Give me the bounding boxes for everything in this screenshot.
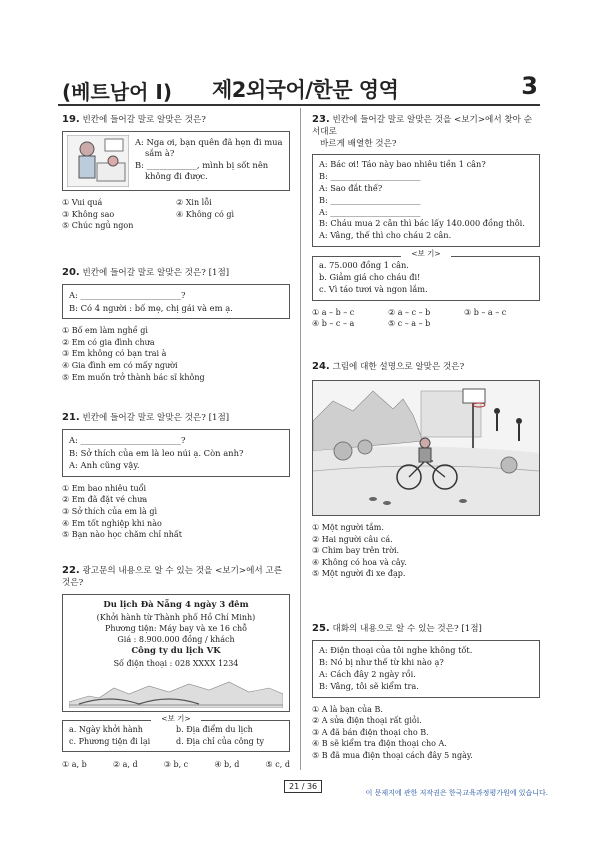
answer-option[interactable]: ⑤ c – a – b xyxy=(388,319,431,329)
dialog-line: A: Bác ơi! Táo này bao nhiêu tiền 1 cân? xyxy=(319,159,486,169)
ad-transport: Phương tiện: Máy bay và xe 16 chỗ xyxy=(104,624,248,634)
answer-option[interactable]: ④ Gia đình em có mấy người xyxy=(62,361,178,370)
answer-option[interactable]: ⑤ Bạn nào học chăm chỉ nhất xyxy=(62,530,183,540)
ad-phone: Số điện thoại : 028 XXXX 1234 xyxy=(113,659,239,669)
dialog-line: B: Cháu mua 2 cân thì bác lấy 140.000 đồng thôi. xyxy=(319,218,525,229)
dialog-line: A: Điện thoại của tôi nghe không tốt. xyxy=(319,645,473,655)
dialog-line: A: ______________________ xyxy=(319,206,421,217)
bogi-item: a. Ngày khởi hành xyxy=(69,725,143,734)
dialog-line: B: Nó bị như thế từ khi nào ạ? xyxy=(319,656,444,667)
answer-option[interactable]: ③ Chim bay trên trời. xyxy=(312,546,400,556)
answer-option[interactable]: ① a, b xyxy=(62,760,87,770)
dialog-line: A: Vâng, thế thì cho cháu 2 cân. xyxy=(319,230,452,241)
header-rule xyxy=(58,104,540,106)
bogi-box xyxy=(62,714,290,752)
question-prompt-cont: 바르게 배열한 것은? xyxy=(320,139,397,149)
question-number: 19. xyxy=(62,114,80,125)
answer-option[interactable]: ④ b – c – a xyxy=(312,319,355,329)
ad-title: Du lịch Đà Nẵng 4 ngày 3 đêm xyxy=(103,600,249,610)
dialog-box xyxy=(312,640,540,698)
bogi-item: a. 75.000 đồng 1 cân. xyxy=(319,260,409,271)
answer-option[interactable]: ② Hai người câu cá. xyxy=(312,534,393,544)
answer-option[interactable]: ⑤ Em muốn trở thành bác sĩ không xyxy=(62,372,205,382)
answer-option[interactable]: ③ Em không có bạn trai à xyxy=(62,349,167,359)
question-21 xyxy=(62,411,290,541)
illustration-park-scene xyxy=(312,380,540,516)
answer-option[interactable]: ① Một người tắm. xyxy=(312,523,384,532)
ad-subtitle: (Khởi hành từ Thành phố Hồ Chí Minh) xyxy=(96,612,256,622)
answer-option[interactable]: ③ A đã bán điện thoại cho B. xyxy=(312,727,429,737)
bogi-item: b. Giảm giá cho cháu đi! xyxy=(319,272,421,282)
page-fraction: 21 / 36 xyxy=(284,780,322,793)
dialog-line: B: Sở thích của em là leo núi ạ. Còn anh? xyxy=(69,447,244,458)
answer-option[interactable]: ② A sửa điện thoại rất giỏi. xyxy=(312,716,422,726)
dialog-line: A: Nga ơi, bạn quên đã hẹn đi mua xyxy=(135,137,283,147)
answer-option[interactable]: ④ Em tốt nghiệp khi nào xyxy=(62,518,162,528)
illustration-phone-call xyxy=(67,135,129,187)
answer-option[interactable]: ③ Sở thích của em là gì xyxy=(62,507,158,517)
dialog-box xyxy=(62,131,290,191)
question-23 xyxy=(312,113,540,330)
answer-option[interactable]: ⑤ B đã mua điện thoại cách đây 5 ngày. xyxy=(312,750,473,760)
answer-option[interactable]: ⑤ Chúc ngủ ngon xyxy=(62,221,134,231)
question-prompt: 대화의 내용으로 알 수 있는 것은? [1점] xyxy=(332,624,482,634)
bogi-item: c. Phương tiện đi lại xyxy=(69,736,151,746)
dialog-line: B: ______________________ xyxy=(319,170,421,181)
dialog-line: A: Sao đắt thế? xyxy=(319,182,383,193)
question-24 xyxy=(312,360,540,580)
question-number: 25. xyxy=(312,623,330,634)
question-25 xyxy=(312,622,540,762)
question-prompt: 빈칸에 들어갈 말로 알맞은 것은? [1점] xyxy=(82,413,230,423)
dialog-line: B: ______________________ xyxy=(319,194,421,205)
question-number: 23. xyxy=(312,114,330,125)
question-prompt: 빈칸에 들어갈 말로 알맞은 것을 <보기>에서 찾아 순서대로 xyxy=(312,115,533,137)
answer-option[interactable]: ④ B sẽ kiểm tra điện thoại cho A. xyxy=(312,739,447,749)
question-prompt: 빈칸에 들어갈 말로 알맞은 것은? xyxy=(82,115,206,125)
bogi-box xyxy=(312,249,540,301)
question-prompt: 그림에 대한 설명으로 알맞은 것은? xyxy=(332,362,465,372)
answer-option[interactable]: ② Em đã đặt vé chưa xyxy=(62,495,148,505)
answer-option[interactable]: ① a – b – c xyxy=(312,307,355,317)
bogi-label: <보 기> xyxy=(151,713,201,724)
subject-title: 제2외국어/한문 영역 xyxy=(212,78,399,102)
dialog-line: B: Vâng, tôi sẽ kiểm tra. xyxy=(319,680,419,691)
dialog-line: không đi được. xyxy=(145,171,208,182)
answer-option[interactable]: ③ Không sao xyxy=(62,209,115,219)
answer-option[interactable]: ② a – c – b xyxy=(388,307,431,317)
copyright-notice: 이 문제지에 관한 저작권은 한국교육과정평가원에 있습니다. xyxy=(365,789,548,797)
illustration-city-bridge xyxy=(69,678,283,708)
dialog-line: A: ________________________? xyxy=(69,290,186,300)
question-prompt: 빈칸에 들어갈 말로 알맞은 것은? [1점] xyxy=(82,268,230,278)
question-19 xyxy=(62,113,290,232)
question-number: 24. xyxy=(312,361,330,372)
question-prompt: 광고문의 내용으로 알 수 있는 것을 <보기>에서 고른 것은? xyxy=(62,566,283,588)
column-divider xyxy=(300,108,301,770)
answer-option[interactable]: ⑤ Một người đi xe đạp. xyxy=(312,569,406,579)
dialog-box xyxy=(312,154,540,247)
question-22 xyxy=(62,564,290,769)
dialog-line: A: ________________________? xyxy=(69,435,186,445)
question-number: 21. xyxy=(62,412,80,423)
answer-option[interactable]: ① Vui quá xyxy=(62,198,103,207)
answer-option[interactable]: ⑤ c, d xyxy=(265,760,290,770)
answer-option[interactable]: ① Bố em làm nghề gì xyxy=(62,326,148,336)
dialog-line: B: ____________, mình bị sốt nên xyxy=(135,159,269,170)
dialog-line: A: Anh cũng vậy. xyxy=(69,460,140,471)
bogi-item: d. Địa chỉ của công ty xyxy=(176,736,265,746)
bogi-item: c. Vì táo tươi và ngon lắm. xyxy=(319,283,428,294)
question-number: 22. xyxy=(62,565,80,576)
advertisement-box xyxy=(62,594,290,712)
question-number: 20. xyxy=(62,267,80,278)
answer-option[interactable]: ④ b, d xyxy=(214,760,240,770)
answer-option[interactable]: ② a, d xyxy=(112,760,138,770)
answer-option[interactable]: ② Em có gia đình chưa xyxy=(62,337,155,347)
subject-left: (베트남어 I) xyxy=(62,80,172,104)
answer-option[interactable]: ④ Không có hoa và cây. xyxy=(312,557,407,567)
answer-option[interactable]: ③ b – a – c xyxy=(464,307,507,317)
answer-option[interactable]: ③ b, c xyxy=(163,760,189,770)
dialog-line: sắm à? xyxy=(145,148,175,159)
answer-option[interactable]: ④ Không có gì xyxy=(176,209,234,219)
answer-option[interactable]: ② Xin lỗi xyxy=(176,198,212,207)
dialog-box xyxy=(62,429,290,477)
ad-company: Công ty du lịch VK xyxy=(131,646,221,657)
bogi-item: b. Địa điểm du lịch xyxy=(176,725,253,734)
bogi-label: <보 기> xyxy=(401,249,451,260)
dialog-line: A: Cách đây 2 ngày rồi. xyxy=(319,668,416,679)
question-20 xyxy=(62,266,290,383)
answer-option[interactable]: ① A là bạn của B. xyxy=(312,704,383,714)
answer-option[interactable]: ① Em bao nhiêu tuổi xyxy=(62,483,147,493)
dialog-line: B: Có 4 người : bố mẹ, chị gái và em ạ. xyxy=(69,302,233,313)
page-number: 3 xyxy=(521,72,538,100)
dialog-box xyxy=(62,284,290,319)
ad-price: Giá : 8.900.000 đồng / khách xyxy=(117,635,235,645)
